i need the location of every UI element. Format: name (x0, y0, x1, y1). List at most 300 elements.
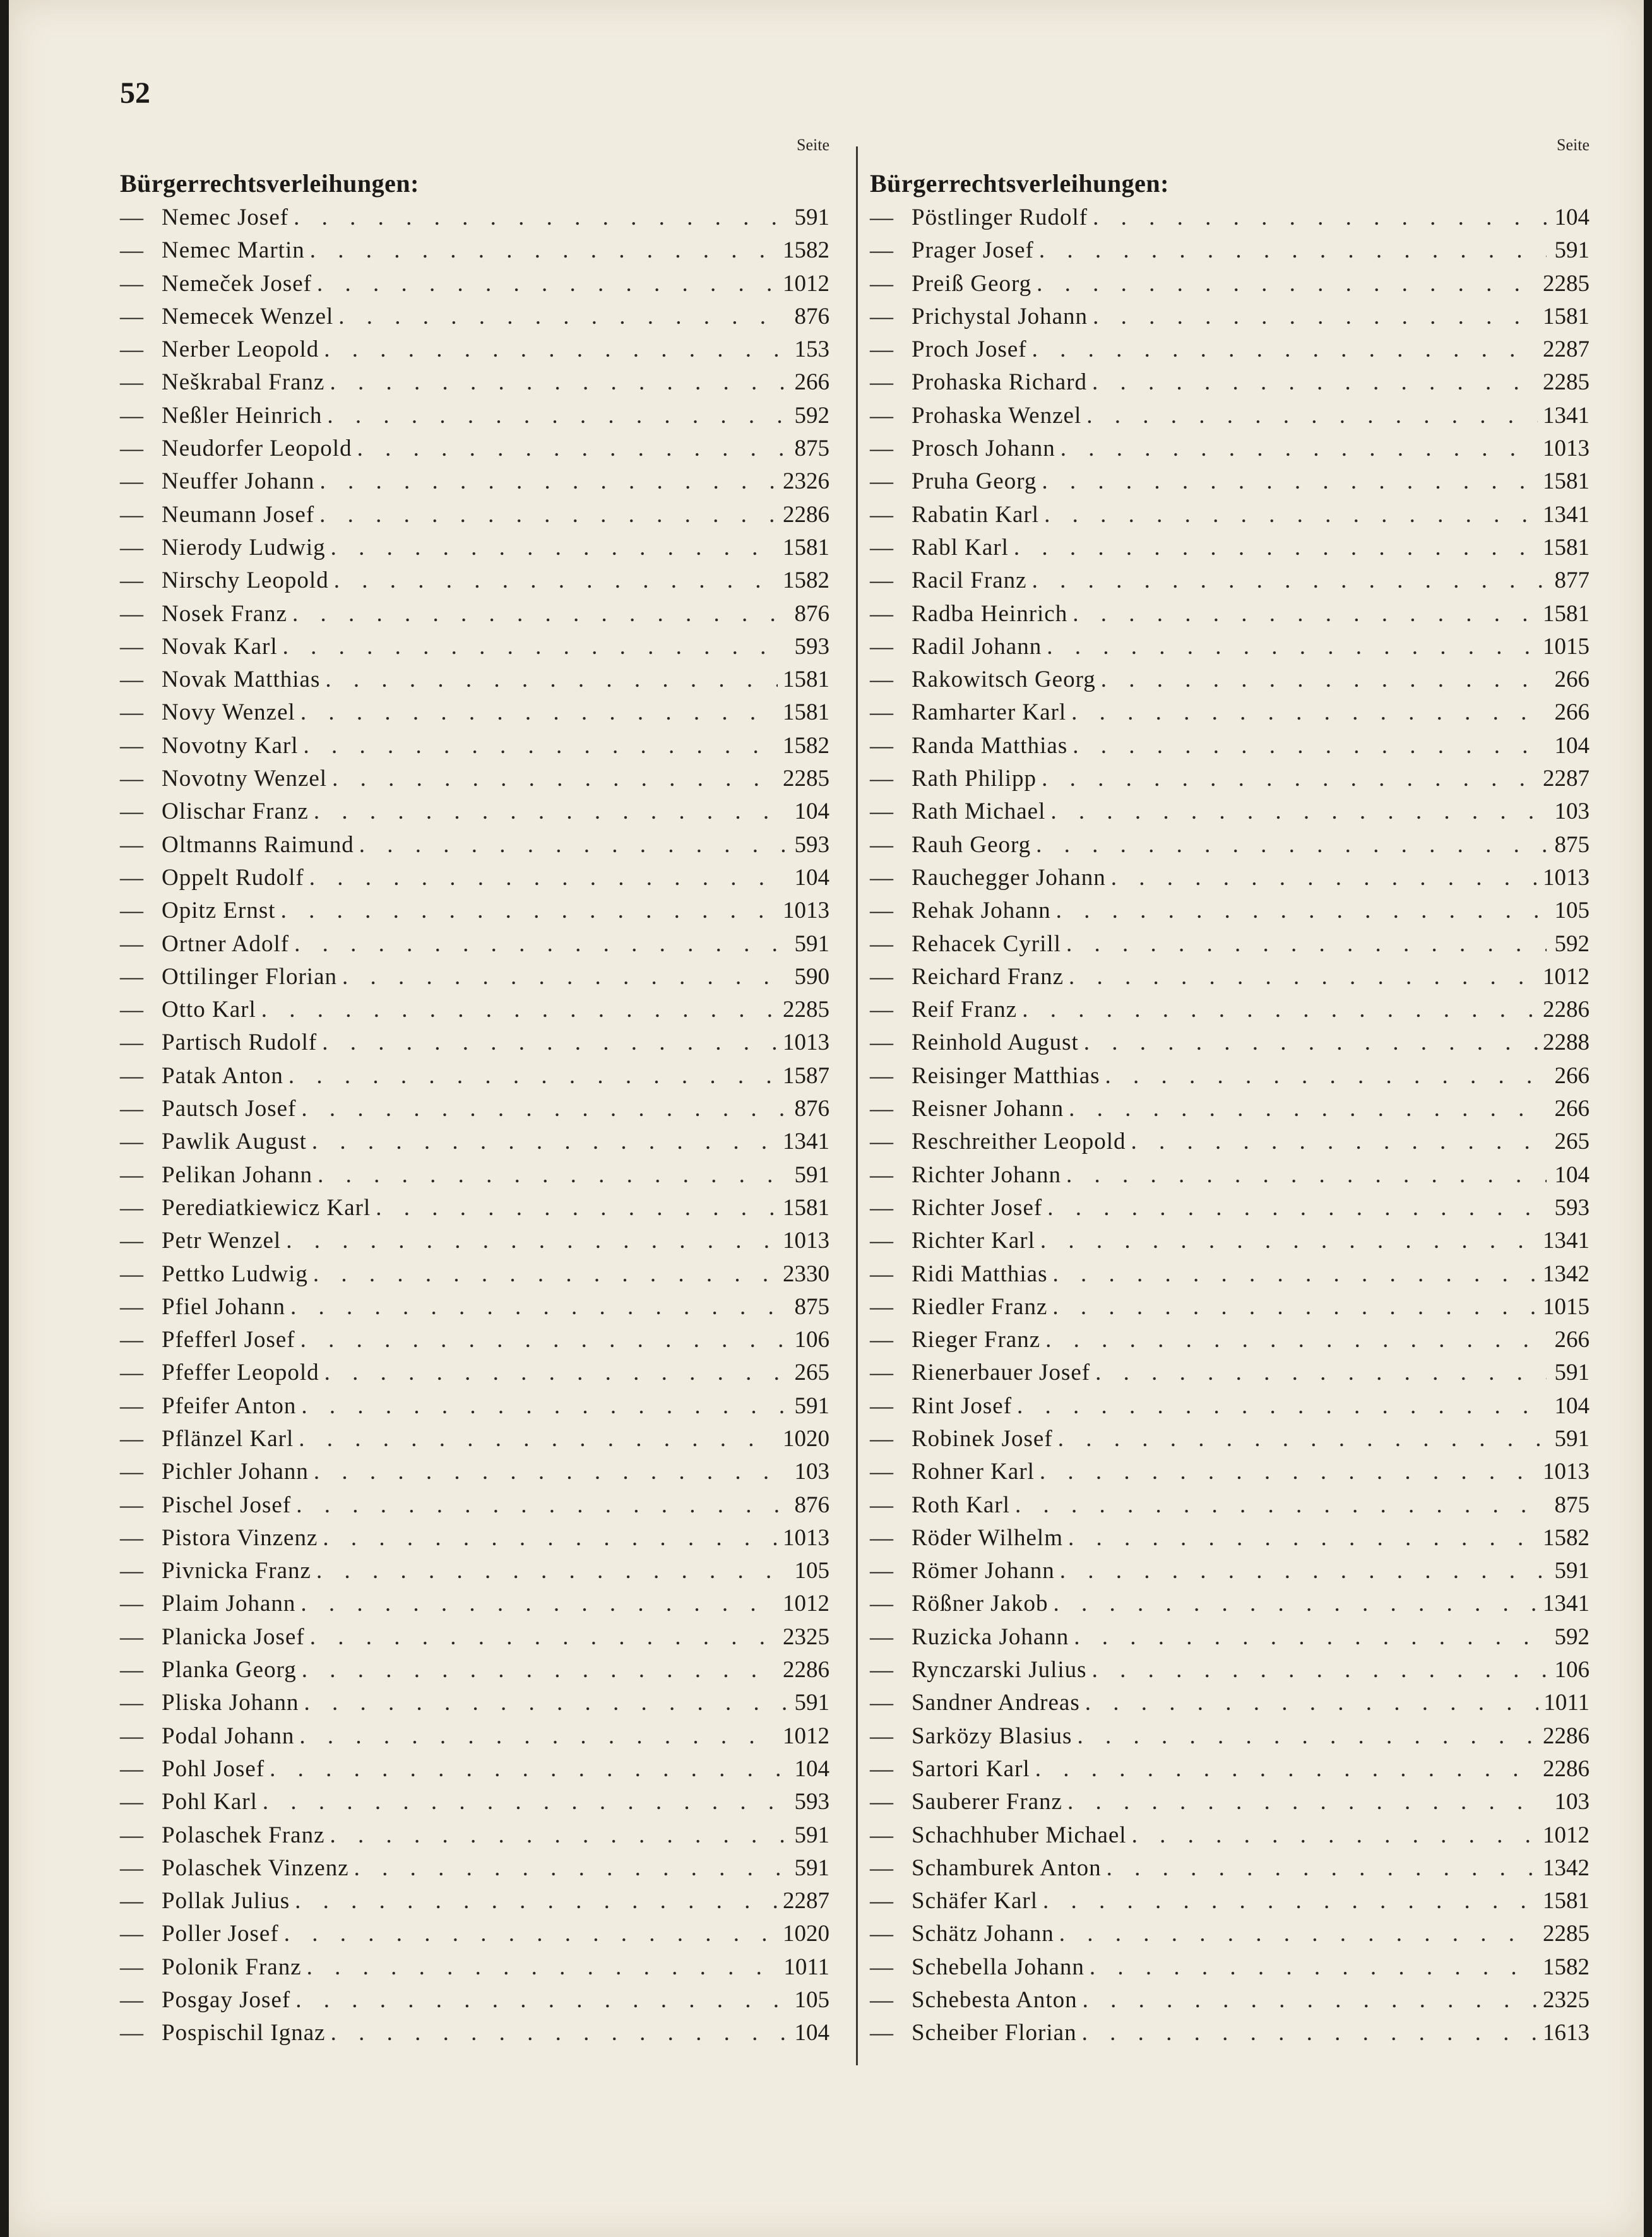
dash-marker: — (120, 501, 143, 528)
entry-name: Rath Philipp (912, 766, 1037, 792)
dot-leader (281, 894, 778, 927)
dot-leader (1032, 564, 1547, 597)
entry-name: Rakowitsch Georg (912, 667, 1096, 693)
list-item (120, 564, 840, 597)
list-item (120, 531, 840, 564)
entry-page: 265 (1554, 1129, 1590, 1155)
entry-name: Podal Johann (162, 1723, 295, 1749)
entry-name: Prohaska Wenzel (912, 402, 1082, 429)
entry-name: Pfeifer Anton (162, 1392, 297, 1419)
entry-name: Rehak Johann (912, 898, 1051, 924)
list-item (120, 1159, 840, 1192)
entry-page: 2285 (783, 997, 829, 1023)
list-item (870, 201, 1590, 234)
entry-name: Neškrabal Franz (162, 369, 325, 396)
entry-name: Prohaska Richard (912, 369, 1088, 396)
dash-marker: — (870, 1789, 893, 1815)
dot-leader (322, 1026, 778, 1059)
dash-marker: — (120, 270, 143, 297)
dot-leader (1032, 333, 1538, 366)
dot-leader (1059, 1918, 1538, 1950)
list-item (870, 1456, 1590, 1488)
dash-marker: — (870, 534, 893, 561)
dash-marker: — (120, 963, 143, 990)
dot-leader (317, 268, 778, 300)
entry-page: 1011 (783, 1954, 829, 1980)
dot-leader (309, 862, 787, 894)
list-item (120, 1258, 840, 1291)
entry-name: Sarközy Blasius (912, 1723, 1073, 1749)
dot-leader (1085, 1687, 1539, 1719)
dot-leader (325, 663, 778, 696)
entry-name: Schebesta Anton (912, 1987, 1078, 2014)
dot-leader (300, 696, 778, 729)
entry-page: 2286 (1543, 1755, 1590, 1782)
entry-page: 1012 (783, 1723, 829, 1749)
dot-leader (1071, 696, 1547, 729)
entry-name: Nirschy Leopold (162, 567, 329, 594)
list-item (120, 730, 840, 762)
entry-page: 591 (1554, 1360, 1590, 1386)
list-item (870, 894, 1590, 927)
entry-name: Reinhold August (912, 1029, 1079, 1056)
entry-name: Pliska Johann (162, 1690, 299, 1716)
dash-marker: — (870, 567, 893, 594)
entry-page: 105 (1554, 898, 1590, 924)
list-item (870, 465, 1590, 498)
entry-name: Rath Michael (912, 798, 1046, 825)
entry-page: 266 (1554, 1096, 1590, 1122)
dot-leader (313, 1258, 778, 1291)
entry-name: Ottilinger Florian (162, 963, 337, 990)
dot-leader (323, 1522, 778, 1555)
list-item (870, 1125, 1590, 1158)
entry-page: 1015 (1543, 1293, 1590, 1320)
list-item (870, 333, 1590, 366)
entry-page: 591 (794, 1854, 829, 1881)
entry-name: Proch Josef (912, 336, 1027, 363)
dash-marker: — (120, 1161, 143, 1188)
entry-name: Partisch Rudolf (162, 1029, 318, 1056)
entry-name: Rabatin Karl (912, 501, 1040, 528)
entry-page: 876 (794, 1096, 829, 1122)
entry-page: 2285 (783, 766, 829, 792)
list-item (120, 432, 840, 465)
dot-leader (330, 1819, 787, 1852)
entry-name: Schebella Johann (912, 1954, 1084, 1980)
dash-marker: — (870, 237, 893, 264)
entry-name: Rienerbauer Josef (912, 1360, 1091, 1386)
dash-marker: — (870, 1723, 893, 1749)
dash-marker: — (120, 1327, 143, 1353)
list-item (870, 1356, 1590, 1389)
dot-leader (290, 1291, 787, 1324)
entry-name: Sartori Karl (912, 1755, 1030, 1782)
dot-leader (1040, 1225, 1538, 1257)
entry-name: Schamburek Anton (912, 1854, 1102, 1881)
entry-name: Pivnicka Franz (162, 1558, 311, 1584)
dot-leader (324, 333, 787, 366)
dot-leader (301, 1093, 787, 1125)
dash-marker: — (870, 1194, 893, 1221)
dash-marker: — (120, 1789, 143, 1815)
list-item (870, 1159, 1590, 1192)
entry-name: Nemec Josef (162, 205, 289, 230)
dot-leader (1069, 961, 1538, 994)
list-item (870, 268, 1590, 300)
entry-name: Preiß Georg (912, 270, 1032, 297)
list-item (870, 1654, 1590, 1687)
entry-name: Pfefferl Josef (162, 1327, 295, 1353)
dot-leader (1056, 894, 1547, 927)
dot-leader (1093, 300, 1538, 333)
dot-leader (1022, 994, 1538, 1026)
entry-page: 1581 (1543, 468, 1590, 495)
dash-marker: — (120, 1987, 143, 2014)
entry-name: Rohner Karl (912, 1459, 1035, 1485)
dot-leader (354, 1852, 787, 1885)
entry-name: Oppelt Rudolf (162, 864, 304, 891)
entry-page: 1341 (1543, 402, 1590, 429)
entry-name: Rynczarski Julius (912, 1657, 1087, 1683)
list-item (870, 1026, 1590, 1059)
entry-name: Richter Johann (912, 1161, 1061, 1188)
list-item (120, 366, 840, 399)
dash-marker: — (120, 1129, 143, 1155)
dash-marker: — (120, 1954, 143, 1980)
entry-page: 591 (794, 205, 829, 230)
entry-name: Pischel Josef (162, 1492, 292, 1518)
entry-page: 1581 (1543, 303, 1590, 329)
dash-marker: — (870, 1690, 893, 1716)
dot-leader (316, 1555, 787, 1587)
dash-marker: — (870, 1987, 893, 2014)
list-item (120, 1753, 840, 1786)
list-item (870, 300, 1590, 333)
entry-page: 876 (794, 303, 829, 329)
dot-leader (1014, 531, 1538, 564)
entry-page: 593 (794, 831, 829, 858)
dash-marker: — (870, 1558, 893, 1584)
list-item (870, 1555, 1590, 1587)
dot-leader (376, 1192, 778, 1225)
entry-name: Pettko Ludwig (162, 1261, 308, 1287)
list-item (870, 795, 1590, 828)
left-column (120, 136, 840, 2050)
dash-marker: — (870, 864, 893, 891)
dash-marker: — (120, 205, 143, 230)
list-item (870, 234, 1590, 267)
list-item (870, 1258, 1590, 1291)
entry-page: 104 (794, 798, 829, 825)
entry-name: Novak Karl (162, 633, 278, 660)
entry-name: Römer Johann (912, 1558, 1055, 1584)
entry-page: 1013 (1543, 864, 1590, 891)
dash-marker: — (120, 369, 143, 396)
entry-name: Reif Franz (912, 997, 1018, 1023)
entry-page: 266 (1554, 1327, 1590, 1353)
dash-marker: — (120, 1029, 143, 1056)
entry-name: Perediatkiewicz Karl (162, 1194, 371, 1221)
entry-name: Pawlik August (162, 1129, 307, 1155)
dot-leader (1131, 1125, 1547, 1158)
list-item (870, 994, 1590, 1026)
dash-marker: — (120, 237, 143, 264)
dot-leader (304, 730, 778, 762)
dot-leader (1068, 1522, 1538, 1555)
dot-leader (1040, 1456, 1538, 1488)
entry-name: Ramharter Karl (912, 699, 1067, 726)
entry-page: 1581 (1543, 1888, 1590, 1914)
dot-leader (1077, 1720, 1538, 1753)
entry-name: Schäfer Karl (912, 1888, 1038, 1914)
entry-page: 1342 (1543, 1854, 1590, 1881)
entry-name: Pfiel Johann (162, 1293, 285, 1320)
dot-leader (357, 432, 787, 465)
dot-leader (1037, 268, 1538, 300)
list-item (870, 928, 1590, 961)
entry-name: Pospischil Ignaz (162, 2020, 326, 2046)
dash-marker: — (120, 898, 143, 924)
dot-leader (331, 531, 778, 564)
dash-marker: — (120, 1459, 143, 1485)
entry-name: Röder Wilhelm (912, 1524, 1063, 1551)
list-item (870, 400, 1590, 432)
entry-name: Prager Josef (912, 237, 1034, 264)
dot-leader (1069, 1093, 1547, 1125)
entry-page: 106 (794, 1327, 829, 1353)
entry-page: 591 (1554, 1558, 1590, 1584)
dash-marker: — (120, 930, 143, 957)
dot-leader (1132, 1819, 1538, 1852)
dot-leader (314, 1456, 787, 1488)
dash-marker: — (870, 1425, 893, 1452)
list-item (870, 1225, 1590, 1257)
dash-marker: — (120, 1690, 143, 1716)
dot-leader (332, 762, 778, 795)
dash-marker: — (120, 303, 143, 329)
entry-name: Nemecek Wenzel (162, 303, 334, 329)
dot-leader (261, 994, 778, 1026)
entry-name: Neuffer Johann (162, 468, 315, 495)
dot-leader (1095, 1356, 1547, 1389)
list-item (870, 829, 1590, 862)
dot-leader (1015, 1489, 1547, 1522)
list-item (120, 268, 840, 300)
entry-page: 591 (794, 1392, 829, 1419)
list-item (870, 1324, 1590, 1356)
dash-marker: — (870, 468, 893, 495)
entry-page: 590 (794, 963, 829, 990)
entry-page: 1020 (783, 1425, 829, 1452)
entry-name: Rint Josef (912, 1392, 1013, 1419)
entry-name: Nemec Martin (162, 237, 305, 264)
dot-leader (283, 631, 787, 663)
list-item (120, 829, 840, 862)
entry-page: 876 (794, 1492, 829, 1518)
dot-leader (286, 1225, 778, 1257)
list-item (870, 1753, 1590, 1786)
list-item (120, 961, 840, 994)
list-item (870, 1951, 1590, 1984)
entry-page: 2285 (1543, 1921, 1590, 1947)
dash-marker: — (870, 831, 893, 858)
entry-name: Pruha Georg (912, 468, 1037, 495)
dot-leader (299, 1423, 778, 1456)
entry-name: Novotny Wenzel (162, 766, 328, 792)
dot-leader (342, 961, 787, 994)
dot-leader (331, 2017, 787, 2050)
entry-name: Opitz Ernst (162, 898, 276, 924)
entry-name: Poller Josef (162, 1921, 279, 1947)
list-item (870, 531, 1590, 564)
list-item (870, 1192, 1590, 1225)
list-item (870, 564, 1590, 597)
list-item (120, 795, 840, 828)
dot-leader (1073, 730, 1547, 762)
entry-list (120, 201, 840, 2050)
entry-page: 591 (794, 1161, 829, 1188)
entry-page: 875 (794, 436, 829, 462)
entry-page: 875 (1554, 1492, 1590, 1518)
entry-name: Posgay Josef (162, 1987, 291, 2014)
entry-name: Neudorfer Leopold (162, 436, 352, 462)
entry-name: Ortner Adolf (162, 930, 290, 957)
dash-marker: — (120, 1261, 143, 1287)
entry-name: Novy Wenzel (162, 699, 295, 726)
list-item (870, 1060, 1590, 1093)
dash-marker: — (870, 1293, 893, 1320)
list-item (120, 663, 840, 696)
entry-page: 593 (1554, 1194, 1590, 1221)
dash-marker: — (120, 1854, 143, 1881)
list-item (870, 1390, 1590, 1423)
entry-page: 593 (794, 633, 829, 660)
entry-page: 1341 (1543, 501, 1590, 528)
dot-leader (1111, 862, 1538, 894)
entry-name: Patak Anton (162, 1062, 283, 1089)
entry-page: 2287 (1543, 336, 1590, 363)
entry-name: Schätz Johann (912, 1921, 1054, 1947)
list-item (120, 499, 840, 531)
dot-leader (1047, 631, 1538, 663)
entry-page: 106 (1554, 1657, 1590, 1683)
dot-leader (338, 300, 787, 333)
entry-page: 266 (1554, 667, 1590, 693)
entry-name: Radil Johann (912, 633, 1042, 660)
dot-leader (334, 564, 778, 597)
dot-leader (327, 400, 787, 432)
column-divider (856, 146, 858, 2065)
entry-page: 104 (1554, 205, 1590, 230)
list-item (120, 1225, 840, 1257)
dot-leader (1066, 928, 1547, 961)
dash-marker: — (870, 205, 893, 230)
list-item (120, 2017, 840, 2050)
entry-name: Nerber Leopold (162, 336, 319, 363)
dash-marker: — (870, 798, 893, 825)
entry-page: 2286 (783, 501, 829, 528)
entry-page: 592 (794, 402, 829, 429)
list-item (870, 2017, 1590, 2050)
dot-leader (1061, 432, 1538, 465)
dash-marker: — (120, 2020, 143, 2046)
entry-name: Rauh Georg (912, 831, 1031, 858)
list-item (120, 1984, 840, 2017)
entry-page: 104 (1554, 1392, 1590, 1419)
entry-page: 103 (1554, 1789, 1590, 1815)
seite-label: Seite (797, 136, 829, 154)
entry-page: 1581 (783, 1194, 829, 1221)
dash-marker: — (870, 732, 893, 759)
dot-leader (304, 1687, 787, 1719)
entry-name: Pohl Josef (162, 1755, 265, 1782)
entry-page: 2285 (1543, 270, 1590, 297)
dot-leader (1058, 1423, 1547, 1456)
list-item (870, 1423, 1590, 1456)
entry-name: Rabl Karl (912, 534, 1009, 561)
dash-marker: — (870, 898, 893, 924)
list-item (120, 1885, 840, 1918)
list-item (120, 300, 840, 333)
entry-name: Pelikan Johann (162, 1161, 313, 1188)
dash-marker: — (120, 1723, 143, 1749)
seite-label: Seite (1557, 136, 1590, 154)
entry-name: Sandner Andreas (912, 1690, 1080, 1716)
dash-marker: — (870, 1954, 893, 1980)
entry-name: Neßler Heinrich (162, 402, 323, 429)
list-item (120, 1687, 840, 1719)
dot-leader (307, 1951, 779, 1984)
entry-page: 1581 (1543, 600, 1590, 627)
dot-leader (292, 598, 787, 631)
dash-marker: — (870, 436, 893, 462)
list-item (120, 1125, 840, 1158)
entry-name: Rauchegger Johann (912, 864, 1106, 891)
dot-leader (294, 928, 787, 961)
list-item (120, 1324, 840, 1356)
dot-leader (1092, 1654, 1547, 1687)
dash-marker: — (870, 930, 893, 957)
dash-marker: — (870, 963, 893, 990)
dot-leader (310, 234, 778, 267)
entry-name: Reisner Johann (912, 1096, 1064, 1122)
entry-page: 103 (794, 1459, 829, 1485)
dash-marker: — (120, 831, 143, 858)
list-item (870, 1819, 1590, 1852)
entry-name: Ruzicka Johann (912, 1623, 1069, 1650)
entry-page: 1012 (783, 270, 829, 297)
dash-marker: — (870, 997, 893, 1023)
list-item (870, 696, 1590, 729)
page-number: 52 (120, 76, 150, 110)
dot-leader (1073, 598, 1538, 631)
entry-name: Nosek Franz (162, 600, 288, 627)
dash-marker: — (120, 1360, 143, 1386)
list-item (120, 862, 840, 894)
entry-page: 1582 (1543, 1954, 1590, 1980)
entry-page: 1013 (783, 1228, 829, 1254)
list-item (120, 928, 840, 961)
entry-page: 266 (1554, 699, 1590, 726)
entry-page: 266 (1554, 1062, 1590, 1089)
dot-leader (319, 499, 778, 531)
entry-page: 1015 (1543, 633, 1590, 660)
entry-name: Richter Josef (912, 1194, 1043, 1221)
list-item (120, 234, 840, 267)
dot-leader (284, 1918, 778, 1950)
dash-marker: — (870, 336, 893, 363)
